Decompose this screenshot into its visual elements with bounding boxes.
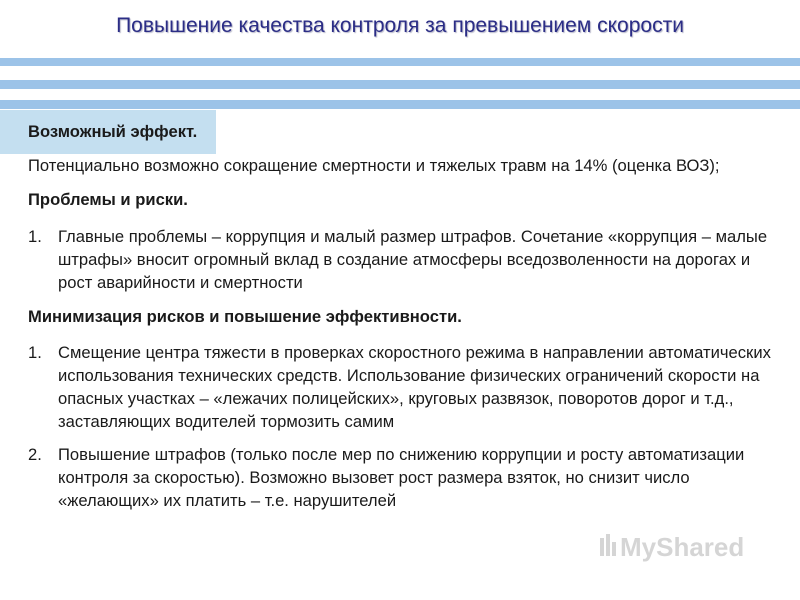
list-item-number: 1. (28, 343, 42, 362)
effect-text: Потенциально возможно сокращение смертности и тяжелых травм на 14% (оценка ВОЗ); (28, 156, 720, 175)
list-item-text: Смещение центра тяжести в проверках скоростного режима в направлении автоматических использования технических средств. Использование физических ограничений скорости на опасных участках – «лежачих полицейских», круговых развязок, поворотов дорог и т.д., заставляющих водителей тормозить самим (58, 343, 771, 431)
decorative-stripe (0, 100, 800, 109)
list-item-number: 2. (28, 445, 42, 464)
list-item-text: Главные проблемы – коррупция и малый размер штрафов. Сочетание «коррупция – малые штрафы» вносит огромный вклад в создание атмосферы вседозволенности на дорогах и рост аварийности и смертности (58, 227, 768, 292)
slide-title: Повышение качества контроля за превышением скорости (116, 14, 684, 37)
decorative-stripe (0, 80, 800, 89)
risks-list-item (28, 225, 780, 294)
decorative-stripe (0, 58, 800, 66)
minimization-list-item (28, 341, 780, 433)
effect-heading: Возможный эффект. (28, 122, 198, 141)
watermark-logo (596, 528, 776, 568)
minimization-list-item (28, 443, 780, 512)
list-item-number: 1. (28, 227, 42, 246)
slide-body (28, 121, 780, 512)
list-item-text: Повышение штрафов (только после мер по снижению коррупции и росту автоматизации контроля за скоростью). Возможно вызовет рост размера взяток, но снизит число «желающих» их платить – т.е. нарушителей (58, 445, 745, 510)
risks-heading: Проблемы и риски. (28, 190, 188, 209)
watermark-text: MyShared (620, 532, 745, 562)
minimization-heading: Минимизация рисков и повышение эффективности. (28, 307, 462, 326)
